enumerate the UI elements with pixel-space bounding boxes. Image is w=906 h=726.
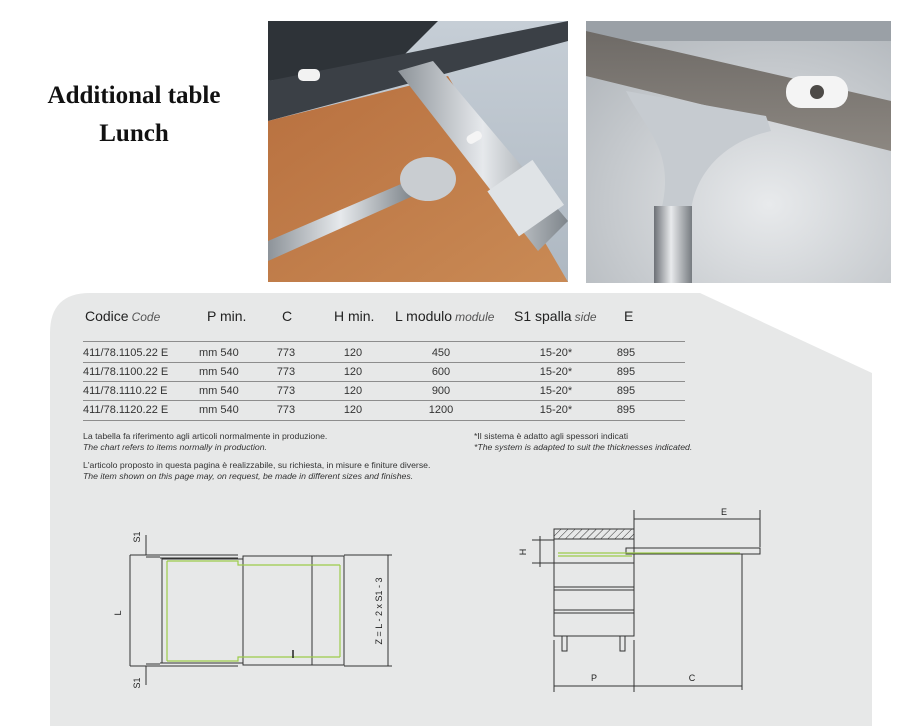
product-title-line2: Lunch <box>99 120 169 147</box>
cell-p-min: mm 540 <box>199 404 239 416</box>
cell-h-min: 120 <box>343 404 363 416</box>
product-photo-closeup <box>586 21 891 283</box>
dim-label-s1-bottom: S1 <box>132 677 142 689</box>
cell-l-module: 1200 <box>428 404 454 416</box>
plan-view-drawing <box>110 525 410 695</box>
cell-l-module: 450 <box>431 347 451 359</box>
cell-s1-side: 15-20* <box>539 404 573 416</box>
note-custom-en: The item shown on this page may, on request, be made in different sizes and finishes. <box>83 471 414 481</box>
product-photo-bracket <box>268 21 568 282</box>
header-h-min: H min. <box>334 308 375 324</box>
header-p-min: P min. <box>207 308 247 324</box>
cell-s1-side: 15-20* <box>539 347 573 359</box>
dim-label-h: H <box>518 548 528 556</box>
note-production-en: The chart refers to items normally in production. <box>83 442 267 452</box>
cell-l-module: 600 <box>431 366 451 378</box>
cell-h-min: 120 <box>343 366 363 378</box>
cell-c: 773 <box>276 404 296 416</box>
header-c: C <box>282 308 293 324</box>
note-custom-it: L'articolo proposto in questa pagina è realizzabile, su richiesta, in misure e finiture diverse. <box>83 460 431 470</box>
dim-label-c: C <box>688 673 696 683</box>
cell-e: 895 <box>616 366 636 378</box>
dim-label-z-formula: Z = L - 2 x S1 - 3 <box>374 577 384 645</box>
dim-label-e: E <box>720 507 728 517</box>
table-rule <box>83 381 685 382</box>
cell-c: 773 <box>276 347 296 359</box>
header-l-module: L modulo module <box>395 308 495 324</box>
cell-s1-side: 15-20* <box>539 385 573 397</box>
dim-label-l: L <box>113 610 123 616</box>
header-s1-side: S1 spalla side <box>514 308 597 324</box>
cell-code: 411/78.1100.22 E <box>83 366 169 378</box>
header-e: E <box>624 308 634 324</box>
cell-s1-side: 15-20* <box>539 366 573 378</box>
cell-c: 773 <box>276 385 296 397</box>
note-production-it: La tabella fa riferimento agli articoli normalmente in produzione. <box>83 431 328 441</box>
cell-e: 895 <box>616 347 636 359</box>
cell-p-min: mm 540 <box>199 347 239 359</box>
dim-label-p: P <box>590 673 598 683</box>
cell-code: 411/78.1120.22 E <box>83 404 169 416</box>
cell-e: 895 <box>616 385 636 397</box>
table-rule <box>83 341 685 342</box>
cell-code: 411/78.1105.22 E <box>83 347 169 359</box>
cell-c: 773 <box>276 366 296 378</box>
product-title-line1: Additional table <box>47 82 221 109</box>
cell-l-module: 900 <box>431 385 451 397</box>
table-rule <box>83 400 685 401</box>
dim-label-s1-top: S1 <box>132 531 142 543</box>
cell-p-min: mm 540 <box>199 366 239 378</box>
note-thickness-en: *The system is adapted to suit the thicknesses indicated. <box>474 442 693 452</box>
header-code: Codice Code <box>85 308 161 324</box>
cell-h-min: 120 <box>343 347 363 359</box>
cell-code: 411/78.1110.22 E <box>83 385 168 397</box>
note-thickness-it: *Il sistema è adatto agli spessori indicati <box>474 431 629 441</box>
table-rule <box>83 362 685 363</box>
table-rule <box>83 420 685 421</box>
cell-e: 895 <box>616 404 636 416</box>
side-view-drawing <box>512 500 782 696</box>
cell-p-min: mm 540 <box>199 385 239 397</box>
cell-h-min: 120 <box>343 385 363 397</box>
